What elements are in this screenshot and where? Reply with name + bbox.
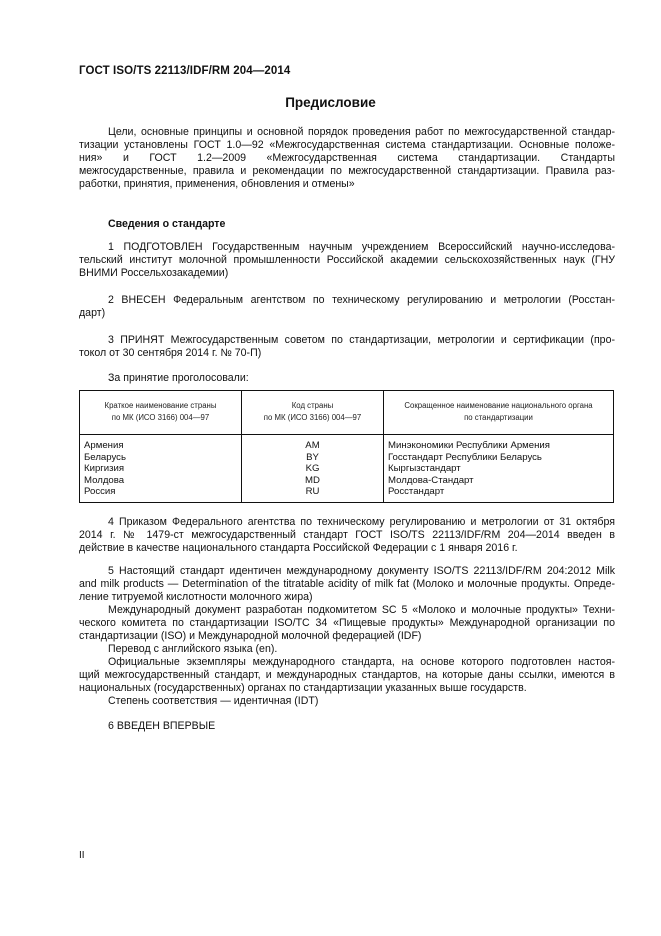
text-line: щий межгосударственный стандарт, и международных стандартов, на которые даны ссылки, имеются в xyxy=(79,669,615,681)
table-row xyxy=(80,475,614,487)
page-number: II xyxy=(79,850,85,861)
standards-body-cell: Росстандарт xyxy=(384,486,614,502)
intro-paragraph xyxy=(79,126,615,191)
text-line: Цели, основные принципы и основной порядок проведения работ по межгосударственной стандар- xyxy=(108,126,615,138)
country-cell: Беларусь xyxy=(80,452,242,464)
text-line: Международный документ разработан подкомитетом SC 5 «Молоко и молочные продукты» Техни- xyxy=(108,604,615,616)
text-line: ческого комитета по стандартизации ISO/TC 34 «Пищевые продукты» Международной организации по xyxy=(79,617,615,629)
section-title: Сведения о стандарте xyxy=(108,218,226,230)
table-header-row xyxy=(80,391,614,435)
text-line: 6 ВВЕДЕН ВПЕРВЫЕ xyxy=(108,720,216,732)
text-line: Перевод с английского языка (en). xyxy=(108,643,278,655)
table-row xyxy=(80,435,614,452)
code-cell: RU xyxy=(242,486,384,502)
text-line: национальных (государственных) органах по стандартизации указанных выше государств. xyxy=(79,682,527,694)
country-cell: Молдова xyxy=(80,475,242,487)
vote-label: За принятие проголосовали: xyxy=(108,372,249,384)
country-cell: Киргизия xyxy=(80,463,242,475)
standards-body-cell: Минэкономики Республики Армения xyxy=(384,435,614,452)
item-3-paragraph xyxy=(79,334,615,360)
document-header: ГОСТ ISO/TS 22113/IDF/RM 204—2014 xyxy=(79,65,291,77)
text-line: работки, принятия, применения, обновления и отмены» xyxy=(79,178,355,190)
vote-table xyxy=(79,390,614,503)
text-line: ния» и ГОСТ 1.2—2009 «Межгосударственная система стандартизации. Стандарты xyxy=(79,152,615,164)
table-row xyxy=(80,463,614,475)
text-line: ВНИМИ Россельхозакадемии) xyxy=(79,267,229,279)
text-line: токол от 30 сентября 2014 г. № 70-П) xyxy=(79,347,262,359)
standards-body-cell: Госстандарт Республики Беларусь xyxy=(384,452,614,464)
text-line: 5 Настоящий стандарт идентичен международному документу ISO/TS 22113/IDF/RM 204:2012 Milk xyxy=(108,565,615,577)
text-line: стандартизации (ISO) и Международной молочной федерацией (IDF) xyxy=(79,630,422,642)
code-cell: AM xyxy=(242,435,384,452)
table-row xyxy=(80,486,614,502)
text-line: ление титруемой кислотности молочного жира) xyxy=(79,591,313,603)
country-cell: Россия xyxy=(80,486,242,502)
item-2-paragraph xyxy=(79,294,615,320)
page-title: Предисловие xyxy=(285,95,376,110)
text-line: 1 ПОДГОТОВЛЕН Государственным научным учреждением Всероссийский научно-исследова- xyxy=(108,241,615,253)
code-cell: BY xyxy=(242,452,384,464)
country-cell: Армения xyxy=(80,435,242,452)
text-line: дарт) xyxy=(79,307,106,319)
text-line: 2014 г. № 1479-ст межгосударственный стандарт ГОСТ ISO/TS 22113/IDF/RM 204—2014 введен в xyxy=(79,529,615,541)
header-standards-body: Сокращенное наименование национального органа по стандартизации xyxy=(384,391,614,435)
text-line: and milk products — Determination of the titratable acidity of milk fat (Молоко и молочные продукты. Опреде- xyxy=(79,578,615,590)
text-line: 2 ВНЕСЕН Федеральным агентством по техническому регулированию и метрологии (Росстан- xyxy=(108,294,615,306)
item-5-paragraph xyxy=(79,565,615,708)
text-line: тизации установлены ГОСТ 1.0—92 «Межгосударственная система стандартизации. Основные положе- xyxy=(79,139,615,151)
text-line: действие в качестве национального стандарта Российской Федерации с 1 января 2016 г. xyxy=(79,542,518,554)
text-line: тельский институт молочной промышленности Российской академии сельскохозяйственных наук (ГНУ xyxy=(79,254,615,266)
text-line: Степень соответствия — идентичная (IDT) xyxy=(108,695,319,707)
text-line: Официальные экземпляры международного стандарта, на основе которого подготовлен настоя- xyxy=(108,656,615,668)
text-line: 4 Приказом Федерального агентства по техническому регулированию и метрологии от 31 октября xyxy=(108,516,615,528)
text-line: 3 ПРИНЯТ Межгосударственным советом по стандартизации, метрологии и сертификации (про- xyxy=(108,334,615,346)
standards-body-cell: Молдова-Стандарт xyxy=(384,475,614,487)
code-cell: MD xyxy=(242,475,384,487)
code-cell: KG xyxy=(242,463,384,475)
item-6-paragraph xyxy=(79,720,615,733)
item-4-paragraph xyxy=(79,516,615,555)
item-1-paragraph xyxy=(79,241,615,280)
table-row xyxy=(80,452,614,464)
text-line: межгосударственные, правила и рекомендации по межгосударственной стандартизации. Правила раз- xyxy=(79,165,615,177)
header-country-name: Краткое наименование страны по МК (ИСО 3166) 004—97 xyxy=(80,391,242,435)
header-country-code: Код страны по МК (ИСО 3166) 004—97 xyxy=(242,391,384,435)
standards-body-cell: Кыргызстандарт xyxy=(384,463,614,475)
